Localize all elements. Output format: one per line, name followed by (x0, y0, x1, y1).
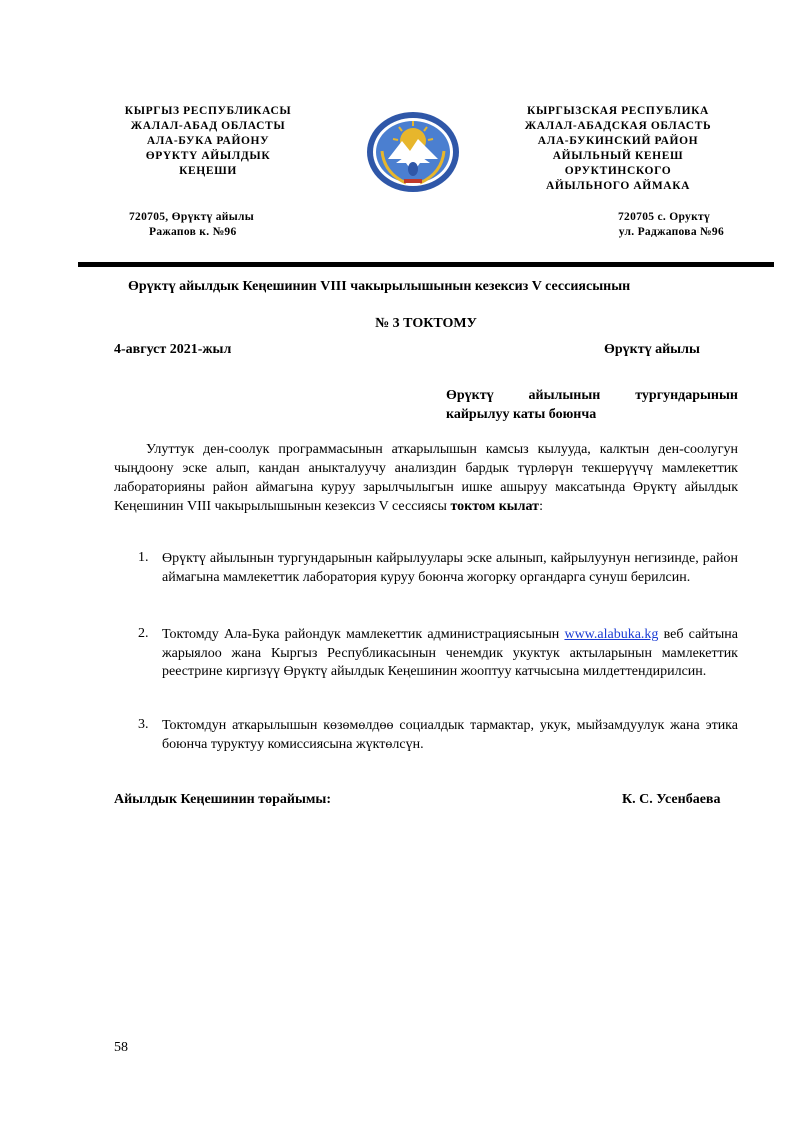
decree-date: 4-август 2021-жыл (114, 342, 232, 357)
address-left-line1: 720705, Өрүктү айылы (129, 211, 255, 223)
header-left-line: ӨРҮКТҮ АЙЫЛДЫК (145, 150, 271, 162)
list-item-text: Өрүктү айылынын тургундарынын кайрылуулары эске алынып, кайрылуунун негизинде, район аймагына мамлекеттик лаборатория куруу боюнча жогорку органдарга сунуш берилсин. (162, 551, 738, 585)
item-number: 1. (138, 550, 149, 565)
address-right-line1: 720705 с. Оруктү (618, 211, 710, 223)
header-right-line: ОРУКТИНСКОГО (564, 165, 672, 177)
list-item (162, 717, 738, 754)
header-right-line: КЫРГЫЗСКАЯ РЕСПУБЛИКА (527, 105, 709, 117)
list-item-text: Токтомду Ала-Бука райондук мамлекеттик администрациясынын (162, 627, 565, 642)
list-item (162, 550, 738, 587)
preamble-paragraph (114, 440, 738, 516)
preamble-bold: токтом кылат (450, 499, 540, 514)
header-left (108, 104, 308, 179)
header-left-line: АЛА-БУКА РАЙОНУ (146, 135, 270, 147)
decree-subject (446, 386, 738, 424)
address-right (592, 210, 724, 240)
preamble-text: Улуттук ден-соолук программасынын аткарылышын камсыз кылууда, калктын ден-соолугун чыңдоону эске алып, кандан аныкталуучу анализдин бардык түрлөрүн текшерүүчү мамлекеттик лабораторияны район аймагына куруу зарылчылыгын ишке ашыруу максатында Өрүктү айылдык Кеңешинин VIII чакырылышынын кезексиз V сессиясы (114, 442, 738, 514)
decree-title: № 3 ТОКТОМУ (375, 316, 477, 331)
address-left (129, 210, 254, 240)
signature-title: Айылдык Кеңешинин төрайымы: (114, 792, 332, 807)
header-right-line: АЙЫЛЬНЫЙ КЕНЕШ (552, 150, 684, 162)
item-number: 2. (138, 626, 149, 641)
signature-name: К. С. Усенбаева (622, 792, 721, 807)
address-left-line2: Ражапов к. №96 (149, 226, 237, 238)
item-number: 3. (138, 717, 149, 732)
header-right-line: ЖАЛАЛ-АБАДСКАЯ ОБЛАСТЬ (524, 120, 712, 132)
kyrgyz-state-emblem-icon (366, 111, 460, 193)
session-title: Өрүктү айылдык Кеңешинин VIII чакырылышынын кезексиз V сессиясынын (128, 279, 631, 294)
list-item-text: веб сайтына жарыялоо жана Кыргыз Республикасынын ченемдик укуктук актыларынын мамлекеттик реестрине киргизүү Өрүктү айылдык Кеңешинин жооптуу катчысына милдеттендирилсин. (162, 627, 739, 679)
header-left-line: КЕҢЕШИ (179, 165, 237, 177)
header-right-line: АЛА-БУКИНСКИЙ РАЙОН (537, 135, 699, 147)
subject-line2: кайрылуу каты боюнча (446, 407, 597, 422)
header-left-line: КЫРГЫЗ РЕСПУБЛИКАСЫ (124, 105, 292, 117)
preamble-end: : (539, 499, 543, 514)
decree-place: Өрүктү айылы (604, 342, 700, 357)
header-right-line: АЙЫЛЬНОГО АЙМАКА (545, 180, 691, 192)
website-link[interactable]: www.alabuka.kg (564, 627, 659, 642)
subject-line1: Өрүктү айылынын тургундарынын (446, 388, 738, 403)
header-divider (78, 262, 774, 267)
list-item (162, 626, 738, 682)
address-right-line2: ул. Раджапова №96 (618, 226, 724, 238)
page-number: 58 (114, 1040, 128, 1055)
header-right (508, 104, 728, 194)
list-item-text: Токтомдун аткарылышын көзөмөлдөө социалдык тармактар, укук, мыйзамдуулук жана этика боюнча туруктуу комиссиясына жүктөлсүн. (162, 718, 738, 752)
header-left-line: ЖАЛАЛ-АБАД ОБЛАСТЫ (130, 120, 286, 132)
